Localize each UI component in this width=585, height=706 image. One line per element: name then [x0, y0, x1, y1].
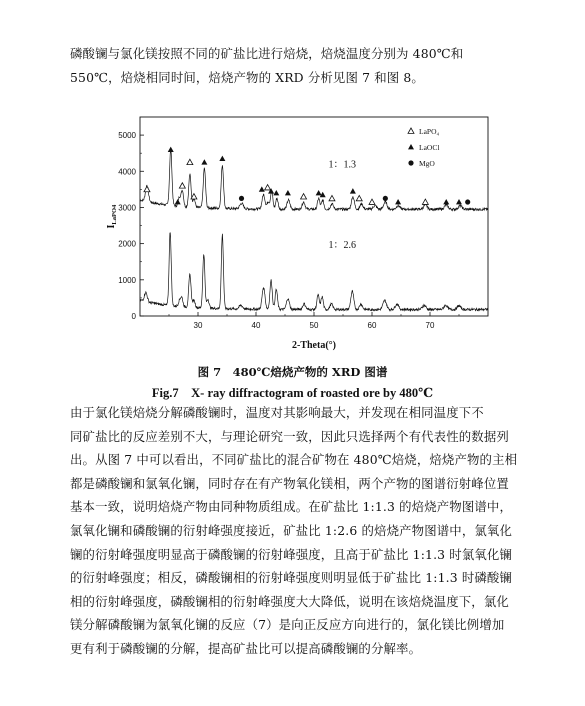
text-line: 氯氧化镧和磷酸镧的衍射峰强度接近，矿盐比 1:2.6 的焙烧产物图谱中，氯氧化	[70, 522, 512, 538]
x-axis-label: 2-Theta(°)	[292, 340, 336, 351]
legend-label: LaOCl	[419, 143, 440, 152]
marker-filled-triangle	[175, 199, 181, 204]
marker-open-triangle	[329, 195, 335, 200]
marker-open-triangle	[422, 199, 428, 204]
series-label: 1：2.6	[328, 239, 356, 251]
marker-open-triangle	[179, 183, 185, 188]
text-line: 镧的衍射峰强度明显高于磷酸镧的衍射峰强度，且高于矿盐比 1:1.3 时氯氧化镧	[70, 546, 512, 562]
marker-filled-circle	[465, 199, 470, 204]
marker-filled-triangle	[316, 190, 322, 195]
legend-label: LaPO₄	[419, 127, 440, 136]
marker-open-triangle	[265, 185, 271, 190]
text-line: 由于氯化镁焙烧分解磷酸镧时，温度对其影响最大，并发现在相同温度下不	[70, 405, 484, 420]
discussion-paragraph	[70, 401, 518, 661]
marker-filled-circle	[239, 196, 244, 201]
y-tick-label: 4000	[118, 167, 136, 177]
text-line: 镁分解磷酸镧为氯氧化镧的反应（7）是向正反应方向进行的，氯化镁比例增加	[70, 617, 505, 633]
intro-paragraph	[70, 42, 500, 89]
marker-filled-triangle	[168, 147, 174, 152]
marker-filled-triangle	[285, 190, 291, 195]
y-tick-label: 2000	[118, 239, 136, 249]
text-line: 基本一致，说明焙烧产物由同种物质组成。在矿盐比 1:1.3 的焙烧产物图谱中，	[70, 499, 512, 515]
marker-open-triangle	[187, 159, 193, 164]
text-line: 的衍射峰强度；相反，磷酸镧相的衍射峰强度则明显低于矿盐比 1:1.3 时磷酸镧	[70, 570, 512, 586]
marker-open-triangle	[369, 199, 375, 204]
marker-filled-circle	[408, 160, 413, 165]
y-tick-label: 3000	[118, 203, 136, 213]
marker-filled-triangle	[443, 199, 449, 204]
chart-markers	[144, 147, 470, 205]
marker-filled-triangle	[259, 186, 265, 191]
figure-caption-cn: 图 7 480℃焙烧产物的 XRD 图谱	[197, 365, 388, 379]
chart-series	[140, 149, 488, 310]
x-tick-label: 60	[367, 321, 377, 330]
marker-filled-triangle	[201, 159, 207, 164]
y-tick-label: 1000	[118, 275, 136, 285]
x-tick-label: 70	[425, 321, 435, 330]
text-line: 都是磷酸镧和氯氧化镧，同时存在有产物氧化镁相，两个产物的图谱衍射峰位置	[70, 475, 509, 491]
marker-filled-triangle	[408, 144, 414, 149]
x-tick-label: 40	[251, 321, 261, 330]
text-line: 550℃，焙烧相同时间，焙烧产物的 XRD 分析见图 7 和图 8。	[70, 69, 424, 85]
marker-filled-circle	[383, 196, 388, 201]
text-line: 出。从图 7 中可以看出，不同矿盐比的混合矿物在 480℃焙烧，焙烧产物的主相	[70, 452, 518, 468]
text-line: 相的衍射峰强度，磷酸镧相的衍射峰强度大大降低，说明在该焙烧温度下，氯化	[70, 593, 509, 609]
marker-open-triangle	[408, 128, 414, 133]
xrd-chart	[96, 109, 496, 359]
series-line	[140, 149, 488, 210]
y-tick-label: 0	[131, 312, 136, 321]
x-tick-label: 50	[309, 321, 319, 330]
series-label: 1：1.3	[328, 159, 356, 171]
marker-open-triangle	[301, 194, 307, 199]
text-line: 同矿盐比的反应差别不大，与理论研究一致，因此只选择两个有代表性的数据列	[70, 428, 509, 444]
marker-open-triangle	[356, 195, 362, 200]
marker-filled-triangle	[273, 190, 279, 195]
y-axis-label: $I_{LaPO4}$	[106, 204, 118, 229]
chart-labels	[106, 160, 356, 351]
marker-filled-triangle	[219, 156, 225, 161]
marker-filled-triangle	[395, 199, 401, 204]
text-line: 更有利于磷酸镧的分解，提高矿盐比可以提高磷酸镧的分解率。	[70, 640, 422, 656]
chart-legend	[408, 127, 439, 168]
x-tick-label: 30	[193, 321, 203, 330]
marker-filled-triangle	[350, 188, 356, 193]
marker-filled-triangle	[456, 199, 462, 204]
text-line: 磷酸镧与氯化镁按照不同的矿盐比进行焙烧，焙烧温度分别为 480℃和	[70, 46, 464, 61]
legend-label: MgO	[419, 159, 435, 168]
y-tick-label: 5000	[118, 131, 136, 141]
marker-open-triangle	[144, 186, 150, 191]
xrd-figure	[96, 109, 496, 359]
figure-caption-en: Fig.7 X- ray diffractogram of roasted ore by 480℃	[151, 386, 434, 400]
series-line	[140, 232, 488, 310]
